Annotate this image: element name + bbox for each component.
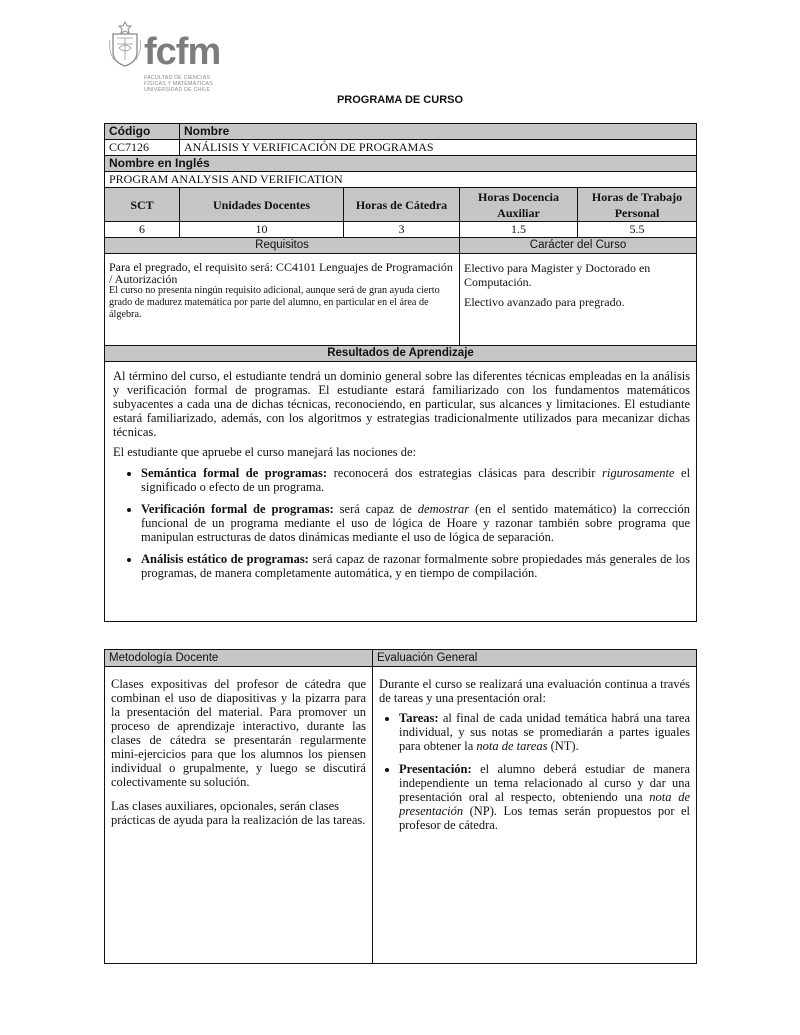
lecture-hours-value: 3: [344, 222, 460, 238]
code-name-row: [105, 140, 697, 156]
sct-header: SCT: [105, 188, 180, 222]
course-info-table: [104, 123, 697, 622]
code-name-header-row: [105, 124, 697, 140]
page-title: PROGRAMA DE CURSO: [336, 94, 464, 106]
character-label: Carácter del Curso: [460, 238, 697, 254]
method-eval-row: [105, 667, 697, 964]
list-item: • Análisis estático de programas: será capaz de razonar formalmente sobre propiedades más generales de los programas, de manera completamente automática, y en tiempo de compilación.: [141, 552, 690, 580]
requirements-extra: El curso no presenta ningún requisito adicional, aunque será de gran ayuda cierto grado de madurez matemática por parte del alumno, en particular en el área de álgebra.: [109, 285, 440, 320]
method-eval-header-row: [105, 650, 697, 667]
character-line-2: Electivo avanzado para pregrado.: [464, 295, 625, 309]
results-header-row: [105, 346, 697, 362]
personal-hours-value: 5.5: [578, 222, 697, 238]
hours-header-row: [105, 188, 697, 222]
lecture-hours-header: Horas de Cátedra: [344, 188, 460, 222]
university-seal-icon: [108, 20, 142, 68]
methodology-paragraph-2: Las clases auxiliares, opcionales, serán clases prácticas de ayuda para la realización de las tareas.: [111, 799, 366, 827]
fcfm-logo: [108, 20, 228, 100]
course-name: ANÁLISIS Y VERIFICACIÓN DE PROGRAMAS: [180, 140, 697, 156]
english-name-label: Nombre en Inglés: [105, 156, 697, 172]
english-name: PROGRAM ANALYSIS AND VERIFICATION: [105, 172, 697, 188]
aux-hours-value: 1.5: [460, 222, 578, 238]
methodology-label: Metodología Docente: [105, 650, 373, 667]
results-lead: El estudiante que apruebe el curso manejará las nociones de:: [113, 445, 417, 459]
results-row: [105, 362, 697, 622]
personal-hours-header: Horas de Trabajo Personal: [578, 188, 697, 222]
units-header: Unidades Docentes: [180, 188, 344, 222]
evaluation-intro: Durante el curso se realizará una evaluación continua a través de tareas y una presentación oral:: [379, 677, 690, 705]
english-name-row: [105, 172, 697, 188]
name-label: Nombre: [180, 124, 697, 140]
evaluation-list: [379, 711, 690, 832]
list-item: • Verificación formal de programas: será capaz de demostrar (en el sentido matemático) la corrección funcional de un programa mediante el uso de lógica de Hoare y razonar también sobre programa que manipulan estructuras de datos dinámicas mediante el uso de lógica de separación.: [141, 502, 690, 544]
logo-brand-text: fcfm: [144, 31, 221, 73]
requirements-main: Para el pregrado, el requisito será: CC4101 Lenguajes de Programación / Autorización: [109, 260, 453, 286]
sct-value: 6: [105, 222, 180, 238]
units-value: 10: [180, 222, 344, 238]
code-label: Código: [105, 124, 180, 140]
req-char-row: [105, 254, 697, 346]
character-line-1: Electivo para Magister y Doctorado en Computación.: [464, 261, 651, 289]
list-item: • Presentación: el alumno deberá estudiar de manera independiente un tema relacionado al curso y dar una presentación oral al respecto, obteniendo una nota de presentación (NP). Los temas serán propuestos por el profesor de cátedra.: [399, 762, 690, 832]
faculty-name: FACULTAD DE CIENCIAS FÍSICAS Y MATEMÁTICAS UNIVERSIDAD DE CHILE: [144, 75, 213, 93]
list-item: • Tareas: al final de cada unidad temática habrá una tarea individual, y sus notas se promediarán a partes iguales para obtener la nota de tareas (NT).: [399, 711, 690, 753]
hours-values-row: [105, 222, 697, 238]
english-name-header-row: [105, 156, 697, 172]
req-char-header-row: [105, 238, 697, 254]
results-intro: Al término del curso, el estudiante tendrá un dominio general sobre las diferentes técnicas empleadas en la análisis y verificación formal de programas. El estudiante estará familiarizado con los fundamentos matemáticos subyacentes a cada una de dichas técnicas, reconociendo, en particular, sus alcances y limitaciones. El estudiante estará familiarizado, además, con los algoritmos y estrategias tradicionalmente utilizados para mecanizar dichas técnicas.: [113, 369, 691, 439]
results-label: Resultados de Aprendizaje: [105, 346, 697, 362]
list-item: • Semántica formal de programas: reconocerá dos estrategias clásicas para describir rigurosamente el significado o efecto de un programa.: [141, 466, 690, 494]
results-list: [113, 466, 690, 580]
evaluation-label: Evaluación General: [373, 650, 697, 667]
methodology-evaluation-table: [104, 649, 697, 964]
requirements-label: Requisitos: [105, 238, 460, 254]
course-code: CC7126: [105, 140, 180, 156]
methodology-paragraph-1: Clases expositivas del profesor de cátedra que combinan el uso de diapositivas y la pizarra para la presentación del material. Para promover un proceso de aprendizaje interactivo, durante las clases de cátedra se presentarán regularmente mini-ejercicios para que los alumnos los piensen individual o grupalmente, y luego se discutirá colectivamente su solución.: [111, 677, 366, 789]
aux-hours-header: Horas Docencia Auxiliar: [460, 188, 578, 222]
